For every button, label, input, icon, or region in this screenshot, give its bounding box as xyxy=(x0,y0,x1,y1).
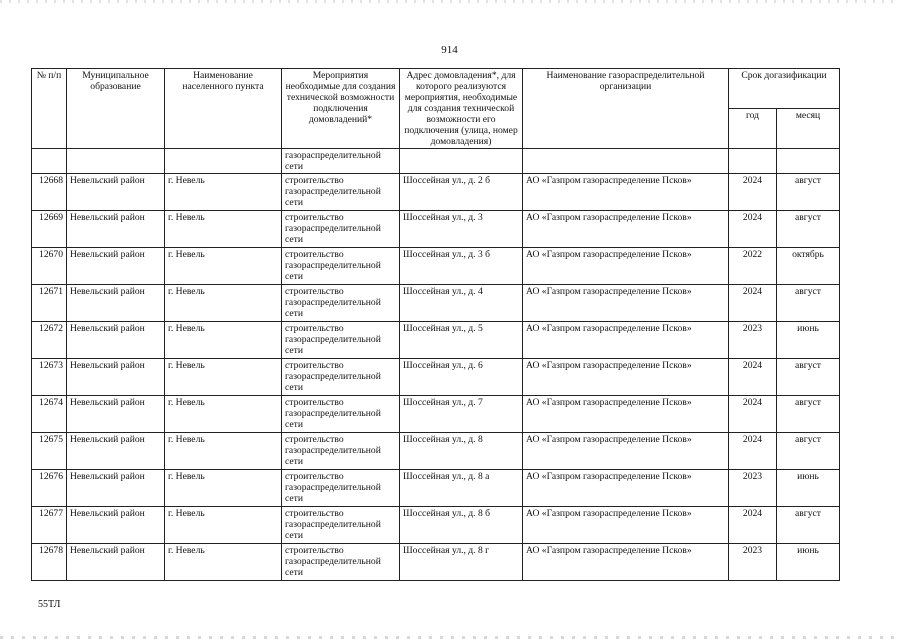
cell-gas-org: АО «Газпром газораспределение Псков» xyxy=(523,433,729,470)
cell-month: август xyxy=(777,396,840,433)
cell-settlement: г. Невель xyxy=(165,322,282,359)
cell-measure: строительство газораспределительной сети xyxy=(282,359,400,396)
cell-year: 2024 xyxy=(729,507,777,544)
header-year: год xyxy=(729,109,777,149)
cell-month: июнь xyxy=(777,322,840,359)
cell-year: 2024 xyxy=(729,174,777,211)
table-row xyxy=(32,396,840,433)
cell-settlement: г. Невель xyxy=(165,544,282,581)
cell-municipality: Невельский район xyxy=(67,322,165,359)
cell-settlement: г. Невель xyxy=(165,285,282,322)
cell-settlement: г. Невель xyxy=(165,396,282,433)
header-settlement: Наименование населенного пункта xyxy=(165,69,282,149)
table-row xyxy=(32,322,840,359)
table-row xyxy=(32,248,840,285)
cell-month: август xyxy=(777,174,840,211)
cell-num: 12678 xyxy=(32,544,67,581)
cell-gas-org: АО «Газпром газораспределение Псков» xyxy=(523,174,729,211)
cell-measure: строительство газораспределительной сети xyxy=(282,211,400,248)
page-number: 914 xyxy=(441,44,458,56)
cell-month: август xyxy=(777,285,840,322)
table-row xyxy=(32,174,840,211)
cell-empty xyxy=(32,149,67,174)
header-gas-org: Наименование газораспределительной организации xyxy=(523,69,729,149)
cell-gas-org: АО «Газпром газораспределение Псков» xyxy=(523,285,729,322)
cell-month: август xyxy=(777,211,840,248)
gasification-table xyxy=(31,68,840,581)
cell-gas-org: АО «Газпром газораспределение Псков» xyxy=(523,248,729,285)
cell-year: 2023 xyxy=(729,322,777,359)
cell-municipality: Невельский район xyxy=(67,248,165,285)
cell-year: 2024 xyxy=(729,359,777,396)
cell-empty xyxy=(729,149,777,174)
cell-municipality: Невельский район xyxy=(67,470,165,507)
cell-num: 12677 xyxy=(32,507,67,544)
table-row xyxy=(32,285,840,322)
cell-gas-org: АО «Газпром газораспределение Псков» xyxy=(523,211,729,248)
cell-month: июнь xyxy=(777,544,840,581)
cell-measure: строительство газораспределительной сети xyxy=(282,470,400,507)
table-row xyxy=(32,211,840,248)
cell-year: 2022 xyxy=(729,248,777,285)
cell-month: август xyxy=(777,359,840,396)
continuation-row xyxy=(32,149,840,174)
scan-artifact-bottom xyxy=(0,636,899,639)
cell-year: 2023 xyxy=(729,470,777,507)
cell-month: август xyxy=(777,507,840,544)
cell-measure: строительство газораспределительной сети xyxy=(282,174,400,211)
cell-address: Шоссейная ул., д. 3 б xyxy=(400,248,523,285)
cell-empty xyxy=(777,149,840,174)
cell-num: 12675 xyxy=(32,433,67,470)
cell-gas-org: АО «Газпром газораспределение Псков» xyxy=(523,359,729,396)
cell-month: август xyxy=(777,433,840,470)
cell-address: Шоссейная ул., д. 6 xyxy=(400,359,523,396)
table-row xyxy=(32,470,840,507)
cell-gas-org: АО «Газпром газораспределение Псков» xyxy=(523,544,729,581)
header-row xyxy=(32,69,840,109)
cell-year: 2023 xyxy=(729,544,777,581)
table-row xyxy=(32,359,840,396)
cell-municipality: Невельский район xyxy=(67,211,165,248)
table-row xyxy=(32,433,840,470)
table-row xyxy=(32,544,840,581)
header-num: № п/п xyxy=(32,69,67,149)
cell-municipality: Невельский район xyxy=(67,544,165,581)
cell-settlement: г. Невель xyxy=(165,359,282,396)
cell-num: 12674 xyxy=(32,396,67,433)
header-month: месяц xyxy=(777,109,840,149)
cell-settlement: г. Невель xyxy=(165,248,282,285)
cell-municipality: Невельский район xyxy=(67,507,165,544)
cell-settlement: г. Невель xyxy=(165,433,282,470)
cell-gas-org: АО «Газпром газораспределение Псков» xyxy=(523,470,729,507)
cell-municipality: Невельский район xyxy=(67,396,165,433)
cell-settlement: г. Невель xyxy=(165,211,282,248)
cell-month: июнь xyxy=(777,470,840,507)
cell-year: 2024 xyxy=(729,433,777,470)
cell-measure: строительство газораспределительной сети xyxy=(282,248,400,285)
header-municipality: Муниципальное образование xyxy=(67,69,165,149)
cell-municipality: Невельский район xyxy=(67,433,165,470)
continuation-cell: газораспределительной сети xyxy=(282,149,400,174)
cell-gas-org: АО «Газпром газораспределение Псков» xyxy=(523,322,729,359)
cell-num: 12670 xyxy=(32,248,67,285)
cell-num: 12676 xyxy=(32,470,67,507)
cell-num: 12669 xyxy=(32,211,67,248)
cell-empty xyxy=(165,149,282,174)
cell-measure: строительство газораспределительной сети xyxy=(282,433,400,470)
cell-settlement: г. Невель xyxy=(165,174,282,211)
cell-measure: строительство газораспределительной сети xyxy=(282,396,400,433)
cell-num: 12668 xyxy=(32,174,67,211)
cell-num: 12671 xyxy=(32,285,67,322)
cell-address: Шоссейная ул., д. 7 xyxy=(400,396,523,433)
cell-year: 2024 xyxy=(729,396,777,433)
cell-empty xyxy=(523,149,729,174)
header-address: Адрес домовладения*, для которого реализуются мероприятия, необходимые для создания технической возможности его подключения (улица, номер домовладения) xyxy=(400,69,523,149)
cell-month: октябрь xyxy=(777,248,840,285)
cell-measure: строительство газораспределительной сети xyxy=(282,507,400,544)
cell-municipality: Невельский район xyxy=(67,359,165,396)
cell-address: Шоссейная ул., д. 2 б xyxy=(400,174,523,211)
cell-address: Шоссейная ул., д. 8 г xyxy=(400,544,523,581)
cell-municipality: Невельский район xyxy=(67,174,165,211)
cell-address: Шоссейная ул., д. 4 xyxy=(400,285,523,322)
header-term: Срок догазификации xyxy=(729,69,840,109)
cell-year: 2024 xyxy=(729,211,777,248)
cell-measure: строительство газораспределительной сети xyxy=(282,544,400,581)
cell-empty xyxy=(67,149,165,174)
footer-code: 55ТЛ xyxy=(38,599,61,610)
cell-measure: строительство газораспределительной сети xyxy=(282,285,400,322)
cell-address: Шоссейная ул., д. 8 xyxy=(400,433,523,470)
cell-settlement: г. Невель xyxy=(165,470,282,507)
cell-settlement: г. Невель xyxy=(165,507,282,544)
cell-empty xyxy=(400,149,523,174)
table-row xyxy=(32,507,840,544)
header-measures: Мероприятия необходимые для создания технической возможности подключения домовладений* xyxy=(282,69,400,149)
cell-municipality: Невельский район xyxy=(67,285,165,322)
cell-gas-org: АО «Газпром газораспределение Псков» xyxy=(523,507,729,544)
cell-address: Шоссейная ул., д. 5 xyxy=(400,322,523,359)
scan-artifact-top xyxy=(0,0,899,3)
cell-address: Шоссейная ул., д. 3 xyxy=(400,211,523,248)
cell-num: 12672 xyxy=(32,322,67,359)
cell-year: 2024 xyxy=(729,285,777,322)
cell-address: Шоссейная ул., д. 8 а xyxy=(400,470,523,507)
cell-gas-org: АО «Газпром газораспределение Псков» xyxy=(523,396,729,433)
cell-measure: строительство газораспределительной сети xyxy=(282,322,400,359)
cell-num: 12673 xyxy=(32,359,67,396)
cell-address: Шоссейная ул., д. 8 б xyxy=(400,507,523,544)
